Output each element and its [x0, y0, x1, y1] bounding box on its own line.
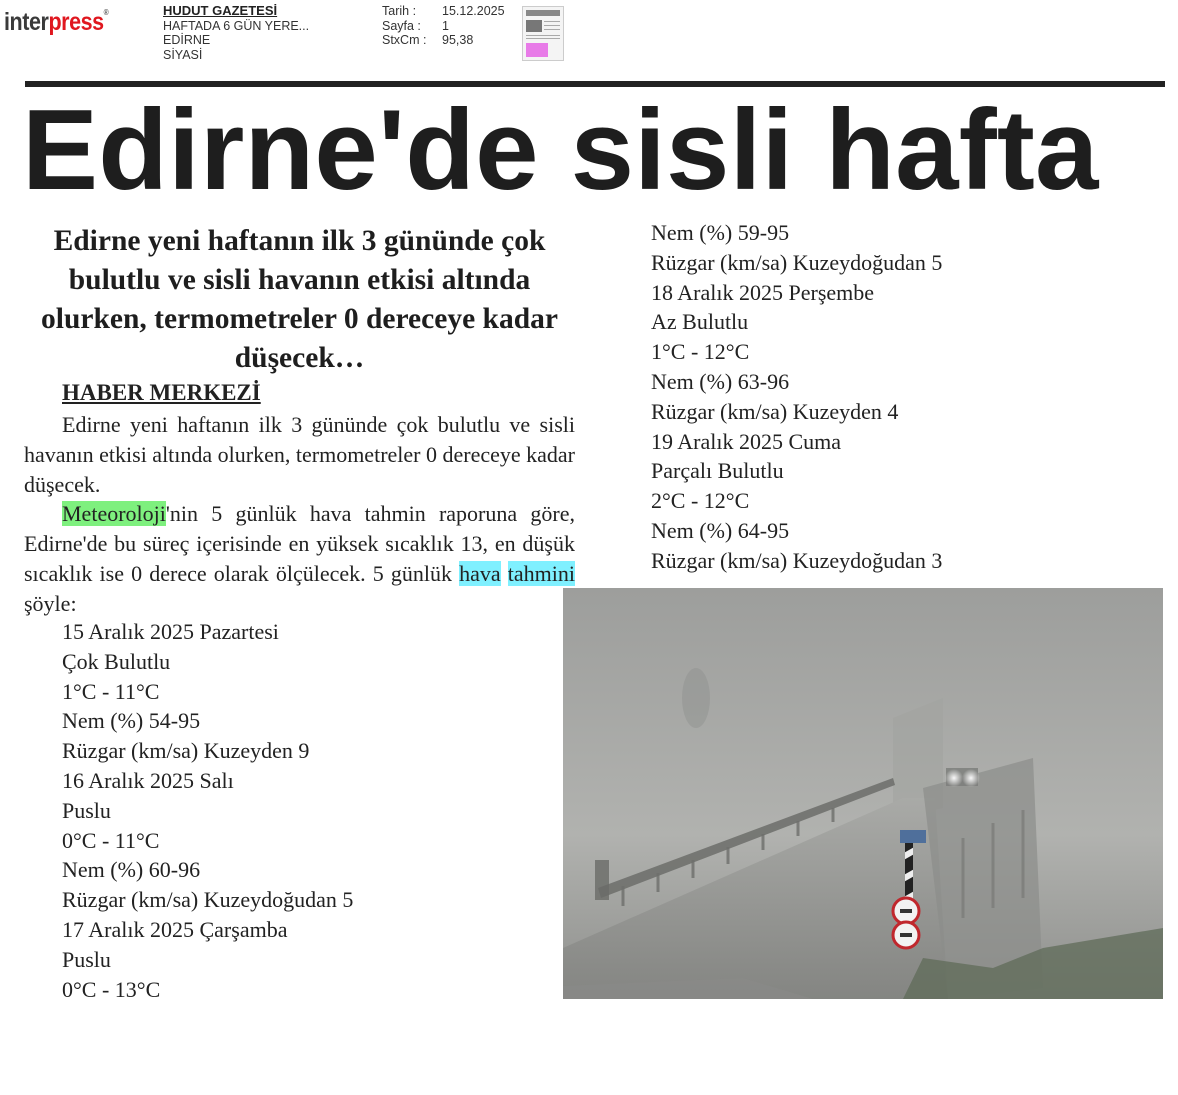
publication-info: [163, 4, 309, 62]
forecast-line: Puslu: [62, 797, 111, 823]
foggy-bridge-photo: [563, 588, 1163, 999]
stxcm-label: StxCm :: [382, 33, 427, 47]
forecast-line: Nem (%) 64-95: [651, 517, 790, 543]
forecast-line: Puslu: [62, 946, 111, 972]
article-headline: Edirne'de sisli hafta: [22, 87, 1099, 214]
publication-name: HUDUT GAZETESİ: [163, 3, 278, 18]
forecast-line: 17 Aralık 2025 Çarşamba: [62, 916, 288, 942]
forecast-line: 19 Aralık 2025 Cuma: [651, 428, 842, 454]
stxcm-value: 95,38: [442, 33, 474, 47]
forecast-line: Nem (%) 59-95: [651, 220, 790, 245]
forecast-line: Çok Bulutlu: [62, 648, 171, 674]
article-body: [24, 410, 575, 619]
forecast-line: 1°C - 11°C: [62, 678, 160, 704]
paragraph-2: [24, 499, 575, 618]
forecast-line: Rüzgar (km/sa) Kuzeyden 9: [62, 738, 310, 764]
forecast-line: Nem (%) 60-96: [62, 857, 201, 883]
forecast-line: Az Bulutlu: [651, 309, 749, 335]
forecast-line: 0°C - 13°C: [62, 976, 161, 1002]
forecast-line: Rüzgar (km/sa) Kuzeyden 4: [651, 398, 899, 424]
paragraph-2-text-b: şöyle:: [24, 590, 77, 616]
forecast-line: Nem (%) 54-95: [62, 708, 201, 734]
forecast-line: 1°C - 12°C: [651, 339, 750, 365]
interpress-logo: [4, 8, 108, 37]
forecast-line: Rüzgar (km/sa) Kuzeydoğudan 3: [651, 547, 943, 573]
highlight-tahmini: tahmini: [507, 560, 575, 586]
logo-text-main: inter: [4, 8, 49, 36]
forecast-list-left: [62, 617, 353, 1004]
forecast-line: Rüzgar (km/sa) Kuzeydoğudan 5: [62, 887, 354, 913]
forecast-line: 16 Aralık 2025 Salı: [62, 767, 234, 793]
clipping-meta: [382, 4, 505, 48]
publication-category: SİYASİ: [163, 47, 203, 62]
logo-text-accent: press: [48, 8, 104, 36]
forecast-line: 18 Aralık 2025 Perşembe: [651, 279, 875, 305]
paragraph-1: Edirne yeni haftanın ilk 3 gününde çok bulutlu ve sisli havanın etkisi altında olurken, termometreler 0 dereceye kadar düşecek.: [24, 412, 575, 497]
logo-registered-mark: ®: [103, 8, 109, 17]
forecast-line: Parçalı Bulutlu: [651, 458, 784, 484]
forecast-line: 2°C - 12°C: [651, 488, 750, 514]
forecast-line: 15 Aralık 2025 Pazartesi: [62, 619, 279, 644]
highlight-meteoroloji: Meteoroloji: [62, 501, 166, 527]
forecast-line: 0°C - 11°C: [62, 827, 160, 853]
article-spot: Edirne yeni haftanın ilk 3 gününde çok bulutlu ve sisli havanın etkisi altında olurken, termometreler 0 dereceye kadar düşecek…: [41, 225, 558, 374]
page-thumbnail[interactable]: [522, 6, 564, 61]
forecast-list-right: [651, 218, 942, 576]
paragraph-2-text-a: 'nin 5 günlük hava tahmin raporuna göre, Edirne'de bu süreç içerisinde en yüksek sıcaklık 13, en düşük sıcaklık ise 0 derece olarak ölçülecek. 5 günlük: [24, 501, 575, 586]
page-value: 1: [442, 18, 449, 33]
article-byline: HABER MERKEZİ: [62, 380, 261, 405]
highlight-hava: hava: [459, 560, 501, 586]
page-label: Sayfa :: [382, 18, 421, 33]
publication-frequency: HAFTADA 6 GÜN YERE...: [163, 18, 310, 33]
forecast-line: Rüzgar (km/sa) Kuzeydoğudan 5: [651, 249, 943, 275]
forecast-line: Nem (%) 63-96: [651, 368, 790, 394]
date-label: Tarih :: [382, 4, 417, 18]
publication-city: EDİRNE: [163, 33, 211, 47]
date-value: 15.12.2025: [442, 4, 505, 18]
